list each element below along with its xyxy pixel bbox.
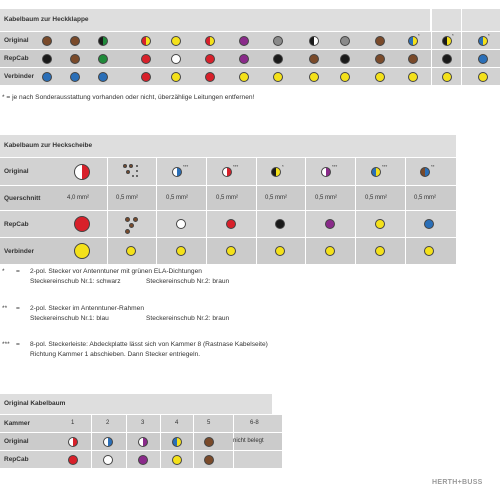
kammer-number: 6-8 — [250, 420, 259, 426]
kammer-number: 5 — [207, 420, 211, 426]
asterisk-mark: *** — [382, 164, 388, 169]
repcab-wire-dot — [442, 54, 452, 64]
repcab-wire-dot — [42, 54, 52, 64]
column-divider — [461, 9, 462, 85]
asterisk-mark: ** — [431, 164, 435, 169]
column-divider — [126, 415, 127, 468]
verbinder-wire-dot — [325, 246, 335, 256]
repcab-wire-dot — [408, 54, 418, 64]
verbinder-wire-dot — [375, 246, 385, 256]
note1-line2a: Steckereinschub Nr.1: schwarz — [30, 278, 121, 285]
column-divider — [256, 158, 257, 264]
original-wire-dot — [103, 437, 113, 447]
verbinder-wire-dot — [273, 72, 283, 82]
original-wire-dot — [98, 36, 108, 46]
section2-label-original: Original — [4, 168, 29, 175]
column-divider — [355, 158, 356, 264]
column-divider — [206, 158, 207, 264]
original-wire-dot — [340, 36, 350, 46]
note2-eq: = — [16, 305, 20, 312]
repcab-wire-dot — [375, 219, 385, 229]
note1-line1: 2-pol. Stecker vor Antenntuner mit grünen ELA-Dichtungen — [30, 268, 202, 275]
repcab-wire-dot — [141, 54, 151, 64]
verbinder-wire-dot — [442, 72, 452, 82]
original-wire-dot — [129, 164, 133, 168]
verbinder-wire-dot — [98, 72, 108, 82]
repcab-wire-dot — [325, 219, 335, 229]
original-wire-dot — [321, 167, 331, 177]
original-wire-dot — [222, 167, 232, 177]
verbinder-wire-dot — [171, 72, 181, 82]
repcab-wire-dot — [424, 219, 434, 229]
verbinder-wire-dot — [74, 243, 90, 259]
repcab-wire-dot — [340, 54, 350, 64]
repcab-wire-dot — [273, 54, 283, 64]
repcab-wire-dot — [309, 54, 319, 64]
kammer-number: 1 — [71, 420, 75, 426]
repcab-wire-dot — [103, 455, 113, 465]
asterisk-mark: *** — [332, 164, 338, 169]
asterisk-mark: * — [418, 33, 420, 38]
verbinder-wire-dot — [42, 72, 52, 82]
original-wire-dot — [375, 36, 385, 46]
column-divider — [305, 158, 306, 264]
repcab-wire-dot — [226, 219, 236, 229]
section3-title: Original Kabelbaum — [4, 399, 66, 407]
asterisk-mark: * — [452, 33, 454, 38]
note3-eq: = — [16, 341, 20, 348]
note2-mark: ** — [2, 305, 8, 312]
verbinder-wire-dot — [226, 246, 236, 256]
section3-label-repcab: RepCab — [4, 456, 29, 463]
repcab-wire-dot — [125, 229, 130, 234]
verbinder-wire-dot — [205, 72, 215, 82]
original-wire-dot — [138, 437, 148, 447]
asterisk-mark: * — [488, 33, 490, 38]
querschnitt-value: 0,5 mm² — [116, 195, 139, 201]
repcab-wire-dot — [70, 54, 80, 64]
original-wire-dot — [42, 36, 52, 46]
original-wire-dot — [273, 36, 283, 46]
column-divider — [193, 415, 194, 468]
original-wire-dot — [172, 167, 182, 177]
note1-line2b: Steckereinschub Nr.2: braun — [146, 278, 230, 285]
section2-label-querschnitt: Querschnitt — [4, 195, 41, 202]
verbinder-wire-dot — [375, 72, 385, 82]
original-wire-dot — [420, 167, 430, 177]
original-wire-dot — [239, 36, 249, 46]
section1-label-verbinder: Verbinder — [4, 73, 34, 80]
original-wire-dot — [371, 167, 381, 177]
section1-footnote: * = je nach Sonderausstattung vorhanden oder nicht, überzählige Leitungen entfernen! — [2, 94, 255, 101]
section1-label-original: Original — [4, 37, 29, 44]
section3-header — [0, 394, 272, 414]
note2-line2b: Steckereinschub Nr.2: braun — [146, 315, 230, 322]
original-wire-dot — [309, 36, 319, 46]
asterisk-mark: * — [282, 164, 284, 169]
original-wire-dot — [141, 36, 151, 46]
note3-mark: *** — [2, 341, 10, 348]
repcab-wire-dot — [98, 54, 108, 64]
note1-mark: * — [2, 268, 5, 275]
repcab-wire-dot — [74, 216, 90, 232]
original-wire-dot — [408, 33, 420, 46]
repcab-wire-dot — [125, 217, 130, 222]
repcab-wire-dot — [239, 54, 249, 64]
verbinder-wire-dot — [478, 72, 488, 82]
section1-label-repcab: RepCab — [4, 55, 29, 62]
repcab-wire-dot — [68, 455, 78, 465]
section3-label-original: Original — [4, 438, 29, 445]
querschnitt-value: 0,5 mm² — [315, 195, 338, 201]
querschnitt-value: 0,5 mm² — [166, 195, 189, 201]
section2-label-verbinder: Verbinder — [4, 248, 34, 255]
section1-header-ext1 — [431, 9, 461, 31]
verbinder-wire-dot — [309, 72, 319, 82]
section1-title: Kabelbaum zur Heckklappe — [4, 15, 89, 23]
section3-label-kammer: Kammer — [4, 420, 31, 427]
section2-title: Kabelbaum zur Heckscheibe — [4, 141, 93, 149]
kammer-number: 4 — [175, 420, 179, 426]
original-wire-dot — [68, 437, 78, 447]
verbinder-wire-dot — [126, 246, 136, 256]
original-wire-dot — [271, 167, 281, 177]
verbinder-wire-dot — [239, 72, 249, 82]
verbinder-wire-dot — [408, 72, 418, 82]
repcab-wire-dot — [275, 219, 285, 229]
verbinder-wire-dot — [70, 72, 80, 82]
note3-line2: Richtung Kammer 1 abschieben. Dann Stecker entriegeln. — [30, 351, 201, 358]
querschnitt-value: 0,5 mm² — [414, 195, 437, 201]
repcab-wire-dot — [129, 223, 134, 228]
section1-header — [0, 9, 430, 31]
asterisk-mark: *** — [183, 164, 189, 169]
asterisk-mark: *** — [233, 164, 239, 169]
column-divider — [431, 9, 432, 85]
note2-line1: 2-pol. Stecker im Antenntuner-Rahmen — [30, 305, 144, 312]
column-divider — [91, 415, 92, 468]
brand-logo: HERTH+BUSS — [432, 479, 483, 486]
column-divider — [156, 158, 157, 264]
original-wire-dot — [478, 33, 490, 46]
original-wire-dot — [204, 437, 214, 447]
verbinder-wire-dot — [424, 246, 434, 256]
note2-line2a: Steckereinschub Nr.1: blau — [30, 315, 109, 322]
querschnitt-value: 0,5 mm² — [265, 195, 288, 201]
section2-header — [0, 135, 456, 157]
original-wire-dot — [70, 36, 80, 46]
note3-line1: 8-pol. Steckerleiste: Abdeckplatte lässt sich von Kammer 8 (Rastnase Kabelseite) — [30, 341, 268, 348]
repcab-wire-dot — [172, 455, 182, 465]
original-wire-dot — [126, 170, 130, 174]
original-wire-dot — [171, 36, 181, 46]
original-wire-dot — [74, 164, 90, 180]
kammer-number: 2 — [106, 420, 110, 426]
verbinder-wire-dot — [340, 72, 350, 82]
repcab-wire-dot — [478, 54, 488, 64]
verbinder-wire-dot — [275, 246, 285, 256]
querschnitt-value: 0,5 mm² — [365, 195, 388, 201]
verbinder-wire-dot — [176, 246, 186, 256]
querschnitt-value: 0,5 mm² — [216, 195, 239, 201]
repcab-wire-dot — [176, 219, 186, 229]
repcab-wire-dot — [375, 54, 385, 64]
column-divider — [160, 415, 161, 468]
verbinder-wire-dot — [141, 72, 151, 82]
repcab-wire-dot — [171, 54, 181, 64]
repcab-wire-dot — [205, 54, 215, 64]
querschnitt-value: 4,0 mm² — [67, 195, 90, 201]
note1-eq: = — [16, 268, 20, 275]
section1-header-ext2 — [462, 9, 500, 31]
original-wire-dot — [442, 33, 454, 46]
nicht-belegt-label: nicht belegt — [233, 438, 264, 444]
repcab-wire-dot — [133, 217, 138, 222]
original-wire-dot — [172, 437, 182, 447]
original-wire-dot — [123, 164, 127, 168]
kammer-number: 3 — [141, 420, 145, 426]
column-divider — [107, 158, 108, 264]
section2-label-repcab: RepCab — [4, 221, 29, 228]
repcab-wire-dot — [138, 455, 148, 465]
repcab-wire-dot — [204, 455, 214, 465]
column-divider — [405, 158, 406, 264]
original-wire-dot — [205, 36, 215, 46]
